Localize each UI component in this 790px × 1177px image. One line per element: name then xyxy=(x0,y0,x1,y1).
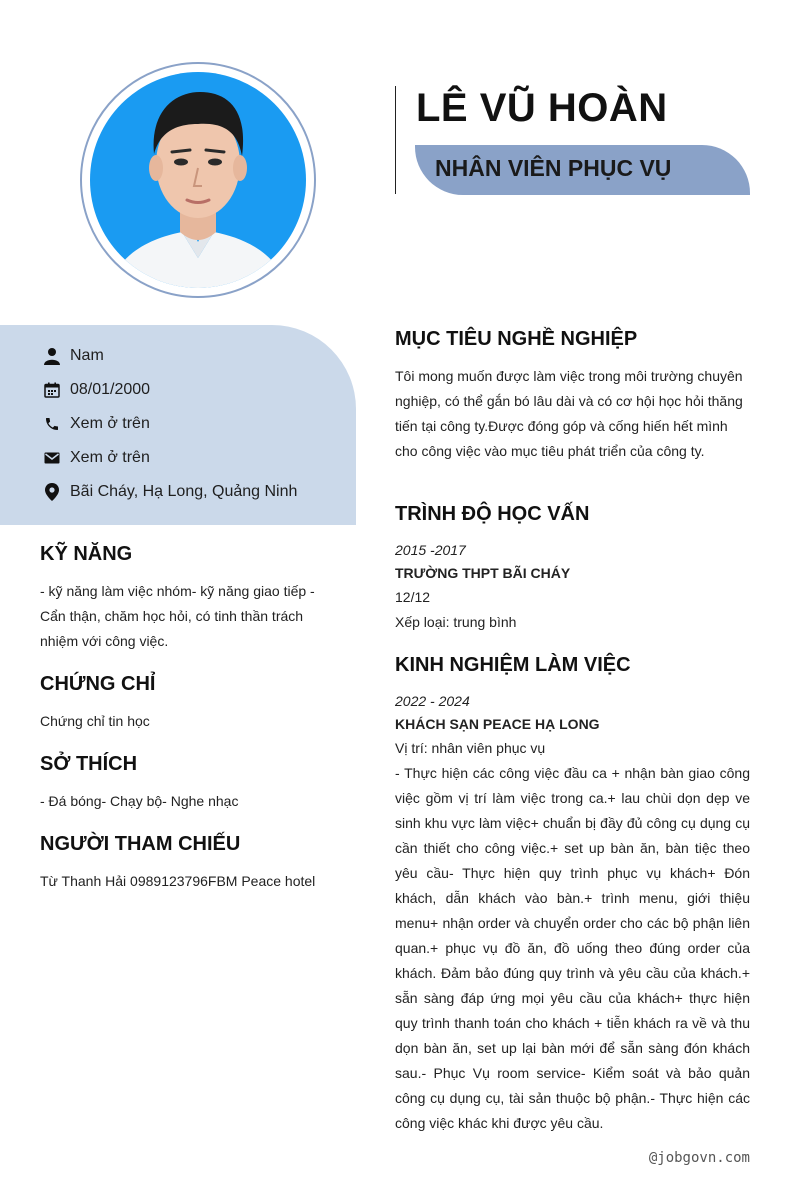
objective-text: Tôi mong muốn được làm việc trong môi trường chuyên nghiệp, có thể gắn bó lâu dài và có cơ hội học hỏi thăng tiến tại công ty.Được đóng góp và cống hiến hết mình cho công việc vào mục tiêu phát triển của công ty. xyxy=(395,368,743,459)
info-email-text: Xem ở trên xyxy=(70,449,150,466)
info-gender-text: Nam xyxy=(70,347,104,364)
calendar-icon xyxy=(42,380,62,400)
info-phone xyxy=(42,412,150,436)
skills-text: - kỹ năng làm việc nhóm- kỹ năng giao tiếp - Cẩn thận, chăm học hỏi, có tinh thần trách nhiệm với công việc. xyxy=(40,583,315,649)
info-phone-text: Xem ở trên xyxy=(70,415,150,432)
location-icon xyxy=(42,482,62,502)
experience-company: KHÁCH SẠN PEACE HẠ LONG xyxy=(395,716,600,732)
profile-photo-frame xyxy=(80,62,316,298)
hobbies-heading: SỞ THÍCH xyxy=(40,753,138,775)
job-title: NHÂN VIÊN PHỤC VỤ xyxy=(435,155,672,181)
info-gender xyxy=(42,344,104,368)
info-address-text: Bãi Cháy, Hạ Long, Quảng Ninh xyxy=(70,483,298,500)
watermark-text: @jobgovn.com xyxy=(648,1150,750,1166)
references-heading: NGƯỜI THAM CHIẾU xyxy=(40,833,241,855)
person-icon xyxy=(42,346,62,366)
profile-photo xyxy=(90,72,306,288)
references-text: Từ Thanh Hải 0989123796FBM Peace hotel xyxy=(40,873,316,889)
education-school: TRƯỜNG THPT BÃI CHÁY xyxy=(395,565,571,581)
phone-icon xyxy=(42,414,62,434)
education-period: 2015 -2017 xyxy=(395,542,466,558)
experience-position: Vị trí: nhân viên phục vụ xyxy=(395,740,546,756)
experience-period: 2022 - 2024 xyxy=(395,693,470,709)
skills-heading: KỸ NĂNG xyxy=(40,543,133,565)
experience-heading: KINH NGHIỆM LÀM VIỆC xyxy=(395,654,631,676)
info-address xyxy=(42,480,297,504)
experience-description: - Thực hiện các công việc đầu ca + nhận bàn giao công việc gồm vị trí làm việc trong ca.+ lau chùi dọn dẹp ve sinh khu vực làm việc+ chuẩn bị đầy đủ công cụ dụng cụ cần thiết cho công việc.+ set up bàn ăn, bàn tiệc theo yêu cầu- Thực hiện quy trình phục vụ khách+ Đón khách, dẫn khách vào bàn.+ trình menu, giới thiệu menu+ nhận order và chuyển order cho các bộ phận liên quan.+ phục vụ đồ ăn, đồ uống theo đúng order của khách. Đảm bảo đúng quy trình và yêu cầu của khách.+ sẵn sàng đáp ứng mọi yêu cầu của khách+ thực hiện quy trình thanh toán cho khách + tiễn khách ra về và thu dọn bàn ăn, set up lại bàn mới để sẵn sàng đón khách sau.- Phục Vụ room service- Kiểm soát và bảo quản công cụ dụng cụ, tài sản thuộc bộ phận.- Thực hiện các công việc khác khi được yêu cầu. xyxy=(395,765,750,1131)
header-divider xyxy=(395,86,396,194)
hobbies-text: - Đá bóng- Chạy bộ- Nghe nhạc xyxy=(40,793,239,809)
education-grade: 12/12 xyxy=(395,589,431,605)
education-rank: Xếp loại: trung bình xyxy=(395,614,517,630)
info-birthday-text: 08/01/2000 xyxy=(70,381,151,398)
objective-heading: MỤC TIÊU NGHỀ NGHIỆP xyxy=(395,328,638,350)
portrait-illustration xyxy=(90,72,306,288)
mail-icon xyxy=(42,448,62,468)
certificates-heading: CHỨNG CHỈ xyxy=(40,673,156,695)
info-birthday xyxy=(42,378,150,402)
candidate-name: LÊ VŨ HOÀN xyxy=(416,86,668,130)
certificates-text: Chứng chỉ tin học xyxy=(40,713,150,729)
info-email xyxy=(42,446,150,470)
education-heading: TRÌNH ĐỘ HỌC VẤN xyxy=(395,503,590,525)
